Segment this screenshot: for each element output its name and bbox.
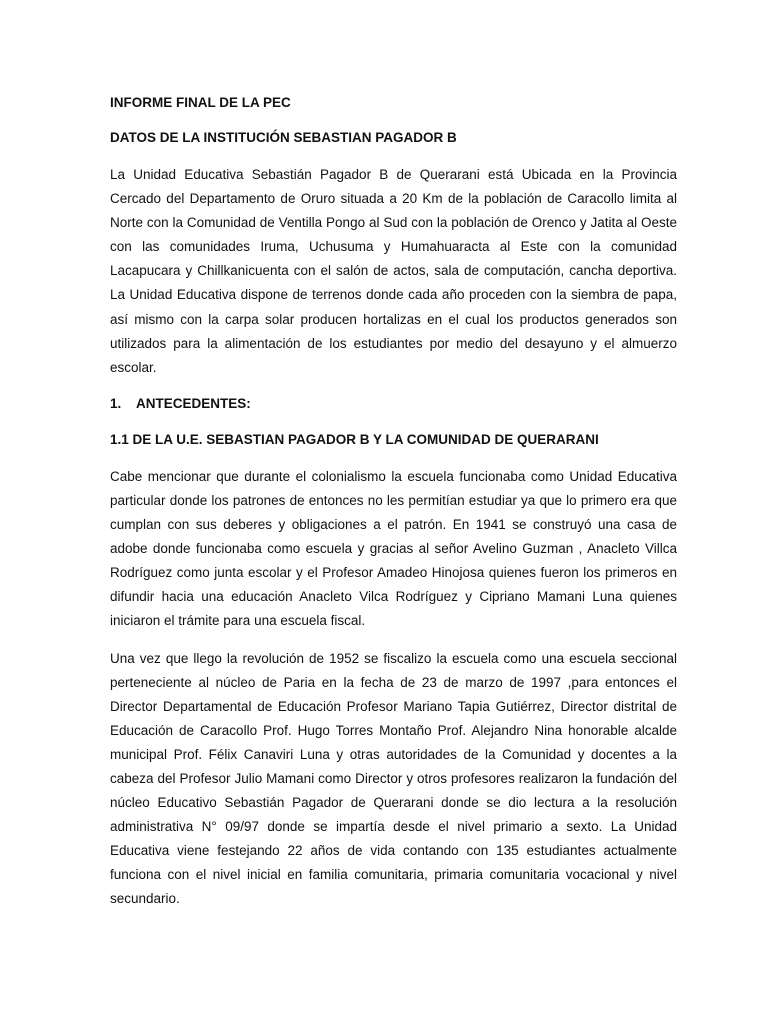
section-1-number: 1. — [110, 395, 122, 411]
document-title: INFORME FINAL DE LA PEC — [110, 95, 291, 110]
revolution-paragraph: Una vez que llego la revolución de 1952 se fiscalizo la escuela como una escuela seccional perteneciente al núcleo de Paria en la fecha de 23 de marzo de 1997 ,para entonces el Director Departamental de Educación Profesor Mariano Tapia Gutiérrez, Director distrital de Educación de Caracollo Prof. Hugo Torres Montaño Prof. Alejandro Nina honorable alcalde municipal Prof. Félix Canaviri Luna y otras autoridades de la Comunidad y docentes a la cabeza del Profesor Julio Mamani como Director y otros profesores realizaron la fundación del núcleo Educativo Sebastián Pagador de Querarani donde se dio lectura a la resolución administrativa N° 09/97 donde se impartía desde el nivel primario a sexto. La Unidad Educativa viene festejando 22 años de vida contando con 135 estudiantes actualmente funciona con el nivel inicial en familia comunitaria, primaria comunitaria vocacional y nivel secundario. — [110, 650, 677, 907]
institution-heading: DATOS DE LA INSTITUCIÓN SEBASTIAN PAGADOR B — [110, 130, 457, 145]
section-1-1-heading: 1.1 DE LA U.E. SEBASTIAN PAGADOR B Y LA COMUNIDAD DE QUERARANI — [110, 431, 599, 447]
intro-paragraph: La Unidad Educativa Sebastián Pagador B de Querarani está Ubicada en la Provincia Cercado del Departamento de Oruro situada a 20 Km de la población de Caracollo limita al Norte con la Comunidad de Ventilla Pongo al Sud con la población de Orenco y Jatita al Oeste con las comunidades Iruma, Uchusuma y Humahuaracta al Este con la comunidad Lacapucara y Chillkanicuenta con el salón de actos, sala de computación, cancha deportiva. La Unidad Educativa dispone de terrenos donde cada año proceden con la siembra de papa, así mismo con la carpa solar producen hortalizas en el cual los productos generados son utilizados para la alimentación de los estudiantes por medio del desayuno y el almuerzo escolar. — [110, 167, 677, 375]
history-paragraph: Cabe mencionar que durante el colonialismo la escuela funcionaba como Unidad Educativa particular donde los patrones de entonces no les permitían estudiar ya que lo primero era que cumplan con sus deberes y obligaciones a el patrón. En 1941 se construyó una casa de adobe donde funcionaba como escuela y gracias al señor Avelino Guzman , Anacleto Villca Rodríguez como junta escolar y el Profesor Amadeo Hinojosa quienes fueron los primeros en difundir hacia una educación Anacleto Vilca Rodríguez y Cipriano Mamani Luna quienes iniciaron el trámite para una escuela fiscal. — [110, 468, 677, 629]
document-page — [110, 92, 677, 925]
section-1-title: ANTECEDENTES: — [136, 395, 251, 411]
section-1-heading — [110, 393, 677, 415]
